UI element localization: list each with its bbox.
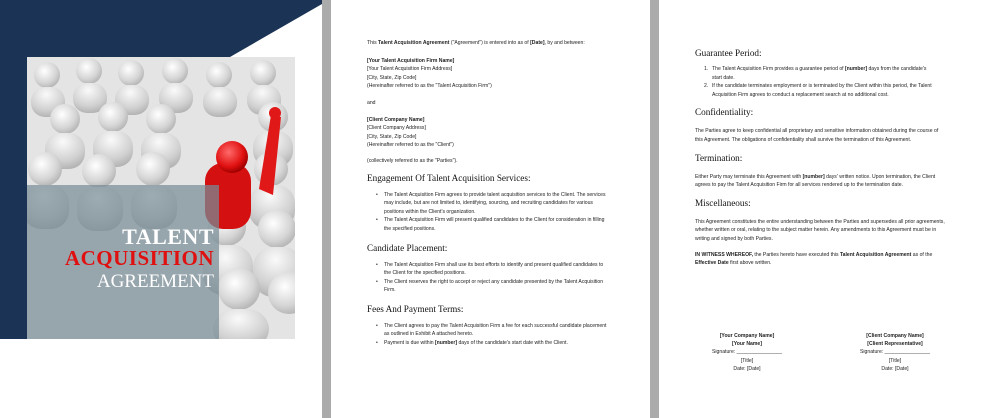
list-item: • The Client reserves the right to accept or reject any candidate presented by the Talent Acquisition Firm. bbox=[367, 278, 607, 295]
signature-block-right bbox=[845, 332, 945, 373]
guarantee-list bbox=[695, 65, 933, 99]
witness-text: IN WITNESS WHEREOF, the Parties hereto have executed this Talent Acquisition Agreement as of the Effective Date first above written. bbox=[695, 251, 933, 267]
fees-list bbox=[367, 322, 607, 348]
section-miscellaneous-title: Miscellaneous: bbox=[695, 197, 751, 208]
cover-title-line2: ACQUISITION bbox=[64, 246, 214, 270]
client-city: [City, State, Zip Code] bbox=[367, 133, 417, 140]
sig-left-signature: Signature: ________________ bbox=[712, 349, 782, 356]
cover-title-line1: TALENT bbox=[122, 224, 214, 249]
parties-text: (collectively referred to as the "Parties"). bbox=[367, 157, 458, 164]
termination-text: Either Party may terminate this Agreement with [number] days' written notice. Upon termination, the Client agrees to pay the Talent Acquisition Firm for all services rendered up to the termination date. bbox=[695, 173, 936, 189]
list-item: 1. The Talent Acquisition Firm provides a guarantee period of [number] days from the candidate's start date. bbox=[704, 66, 927, 81]
client-reference: (Hereinafter referred to as the "Client") bbox=[367, 142, 454, 149]
cover-title-line3: AGREEMENT bbox=[96, 271, 214, 292]
list-item: • The Talent Acquisition Firm will present qualified candidates to the Client for consideration in filling the specified positions. bbox=[367, 216, 607, 233]
document-page-3 bbox=[659, 0, 981, 418]
section-termination-title: Termination: bbox=[695, 152, 743, 163]
client-name: [Client Company Name] bbox=[367, 116, 425, 123]
document-page-2 bbox=[331, 0, 650, 418]
and-text: and bbox=[367, 99, 376, 106]
sig-right-company: [Client Company Name] bbox=[866, 333, 924, 339]
intro-paragraph: This Talent Acquisition Agreement ("Agreement") is entered into as of [Date], by and between: bbox=[367, 40, 585, 46]
section-guarantee-title: Guarantee Period: bbox=[695, 48, 762, 58]
placement-list bbox=[367, 261, 607, 295]
list-item: • Payment is due within [number] days of the candidate's start date with the Client. bbox=[367, 339, 607, 348]
firm-name: [Your Talent Acquisition Firm Name] bbox=[367, 57, 455, 64]
engagement-list bbox=[367, 191, 607, 234]
client-address: [Client Company Address] bbox=[367, 125, 426, 132]
sig-left-name: [Your Name] bbox=[732, 341, 762, 348]
firm-address: [Your Talent Acquisition Firm Address] bbox=[367, 66, 453, 73]
page3-body bbox=[695, 48, 947, 268]
sig-right-signature: Signature: ________________ bbox=[860, 349, 930, 356]
list-item: • The Client agrees to pay the Talent Acquisition Firm a fee for each successful candidate placement as outlined in Exhibit A attached hereto. bbox=[367, 322, 607, 339]
miscellaneous-text: This Agreement constitutes the entire understanding between the Parties and supersedes all prior agreements, whether written or oral, relating to the subject matter herein. Any amendments to this Agreement must be in writing and signed by both Parties. bbox=[695, 218, 945, 242]
firm-city: [City, State, Zip Code] bbox=[367, 74, 417, 81]
list-item: • The Talent Acquisition Firm shall use its best efforts to identify and present qualified candidates to the Client for the specified positions. bbox=[367, 261, 607, 278]
sig-right-name: [Client Representative] bbox=[867, 341, 923, 348]
section-confidentiality-title: Confidentiality: bbox=[695, 107, 754, 118]
sig-right-title: [Title] bbox=[888, 357, 902, 364]
list-item: • The Talent Acquisition Firm agrees to provide talent acquisition services to the Client. The services may include, but are not limited to, identifying, sourcing, and recruiting candidates for various positions within the Client's organization. bbox=[367, 191, 607, 217]
sig-left-title: [Title] bbox=[740, 357, 754, 364]
list-item: 2. If the candidate terminates employment or is terminated by the Client within this period, the Talent Acquisition Firm agrees to conduct a replacement search at no additional cost. bbox=[704, 83, 932, 98]
section-engagement-title: Engagement Of Talent Acquisition Services: bbox=[367, 172, 531, 183]
sig-left-date: Date: [Date] bbox=[733, 365, 761, 372]
section-fees-title: Fees And Payment Terms: bbox=[367, 303, 464, 314]
signature-block-left bbox=[699, 332, 795, 373]
firm-reference: (Hereinafter referred to as the "Talent Acquisition Firm") bbox=[367, 83, 492, 90]
section-placement-title: Candidate Placement: bbox=[367, 242, 448, 253]
cover-page bbox=[0, 0, 322, 418]
sig-left-company: [Your Company Name] bbox=[719, 333, 775, 339]
confidentiality-text: The Parties agree to keep confidential all proprietary and sensitive information obtained during the course of this Agreement. The obligations of confidentiality shall survive the termination of this Agreement. bbox=[695, 128, 939, 143]
page2-body bbox=[367, 39, 617, 348]
sig-right-date: Date: [Date] bbox=[881, 365, 909, 372]
